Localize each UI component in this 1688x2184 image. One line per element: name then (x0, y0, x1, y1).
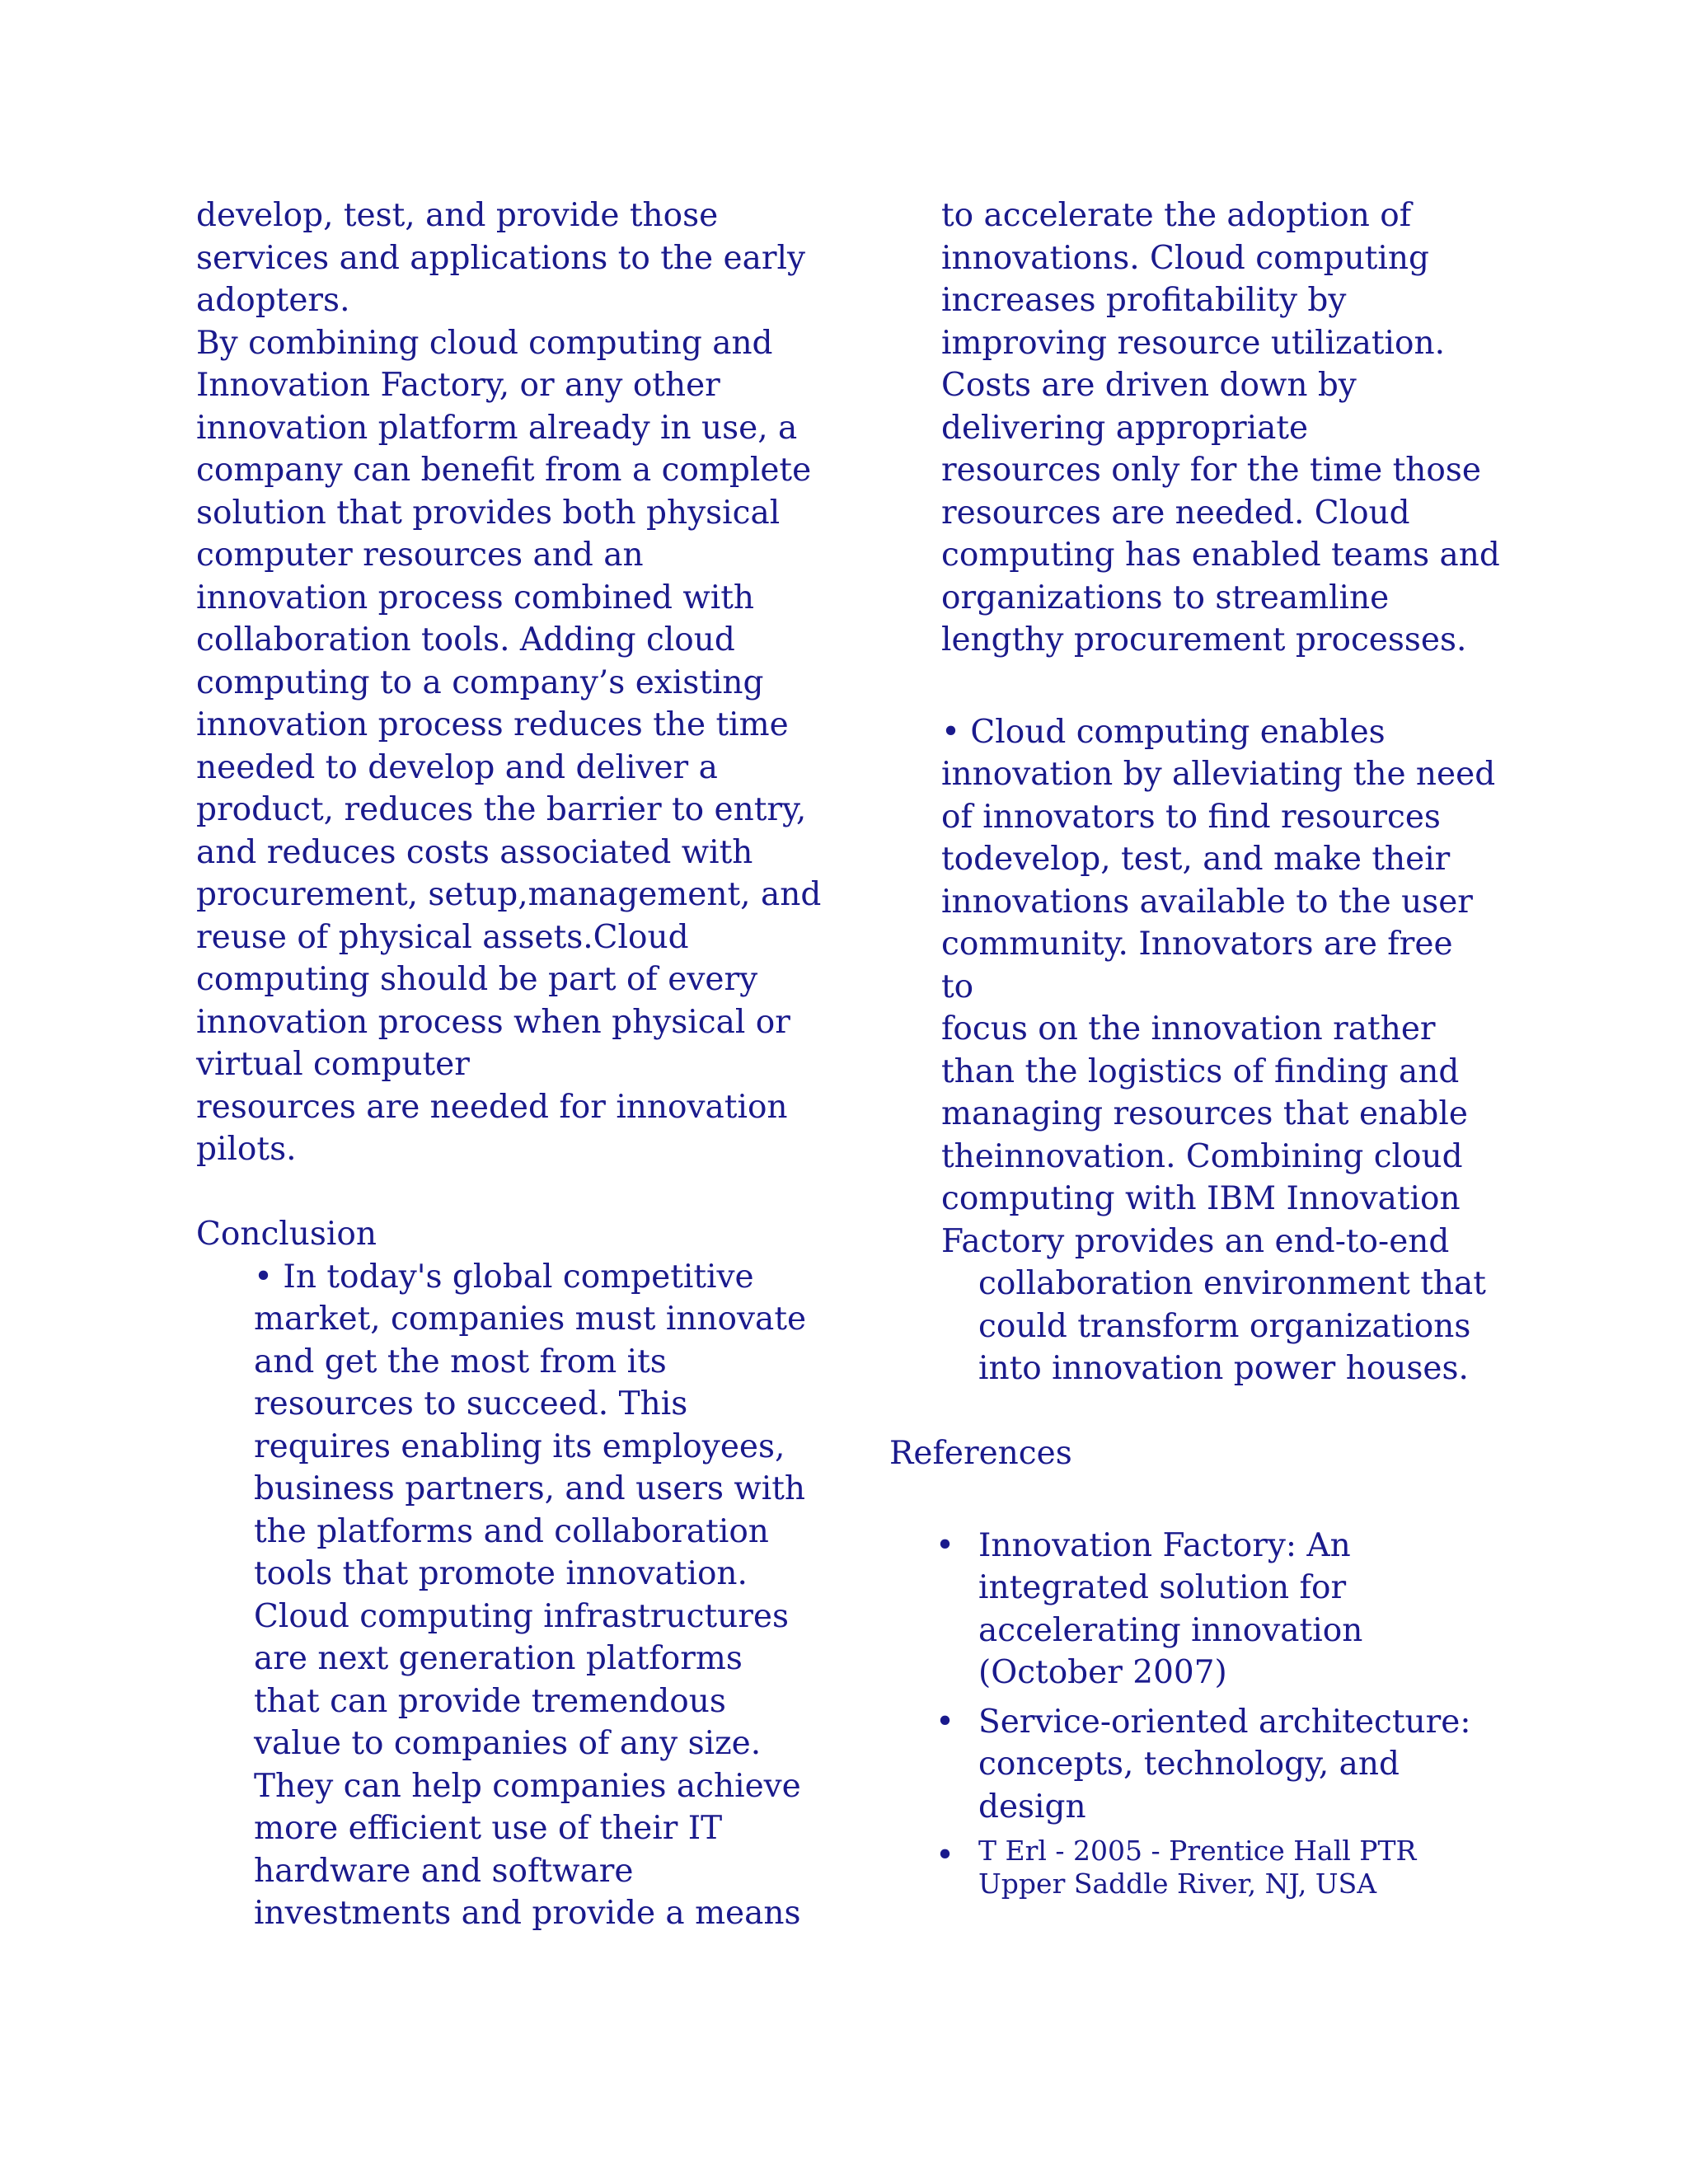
spacer (941, 1390, 1469, 1433)
text-line: innovation process combined with (196, 579, 754, 616)
text-line: services and applications to the early (196, 239, 805, 277)
text-line: community. Innovators are free (941, 926, 1453, 963)
text-line: business partners, and users with (254, 1470, 806, 1507)
text-line: hardware and software (254, 1852, 634, 1890)
text-line: that can provide tremendous (254, 1682, 726, 1720)
text-line: resources only for the time those (941, 452, 1482, 489)
text-line: resources are needed. Cloud (941, 494, 1410, 532)
text-line: Cloud computing infrastructures (254, 1597, 790, 1635)
text-line: requires enabling its employees, (254, 1427, 785, 1465)
text-line: and get the most from its (254, 1343, 667, 1380)
text-line: company can benefit from a complete (196, 452, 812, 489)
references-heading: References (889, 1435, 1072, 1472)
text-line: They can help companies achieve (254, 1767, 801, 1805)
text-line: the platforms and collaboration (254, 1512, 769, 1550)
text-line: delivering appropriate (941, 409, 1309, 447)
text-line: and reduces costs associated with (196, 833, 753, 871)
conclusion-bullet (254, 1256, 807, 1935)
text-line: innovations available to the user (941, 883, 1473, 921)
text-line: are next generation platforms (254, 1640, 743, 1677)
text-line: Service-oriented architecture: (978, 1703, 1471, 1741)
text-line: to accelerate the adoption of (941, 197, 1412, 234)
text-line: innovation process reduces the time (196, 706, 789, 743)
left-paragraph-1 (196, 194, 805, 322)
bullet-icon: • (254, 1258, 274, 1296)
text-line: managing resources that enable (941, 1095, 1468, 1132)
text-line: investments and provide a means (254, 1895, 801, 1932)
spacer (941, 1475, 1469, 1525)
spacer (941, 662, 1469, 711)
text-line (254, 1256, 790, 1299)
text-line: todevelop, test, and make their (941, 841, 1451, 878)
text-line: market, companies must innovate (254, 1301, 807, 1338)
text-line: than the logistics of finding and (941, 1052, 1460, 1090)
left-paragraph-2 (196, 322, 822, 1086)
text-line: computer resources and an (196, 537, 644, 574)
reference-item (935, 1701, 1471, 1829)
text-line: adopters. (196, 282, 350, 319)
bullet-icon: • (935, 1526, 955, 1564)
bullet-icon: • (941, 713, 961, 751)
text-line: to (941, 968, 974, 1005)
references-list (935, 1525, 1471, 1901)
reference-item (935, 1525, 1469, 1694)
text-line: tools that promote innovation. (254, 1555, 748, 1592)
text-line: (October 2007) (978, 1654, 1227, 1691)
text-line: improving resource utilization. (941, 324, 1445, 362)
text-line: organizations to streamline (941, 579, 1390, 616)
text-line: could transform organizations (978, 1307, 1471, 1345)
right-column (889, 194, 1500, 1907)
text-line: into innovation power houses. (978, 1350, 1469, 1387)
text-line: By combining cloud computing and (196, 324, 773, 362)
text-line: collaboration environment that (978, 1265, 1486, 1302)
text-fragment: In today's global competitive (283, 1258, 754, 1296)
text-line: value to companies of any size. (254, 1725, 762, 1762)
text-line: focus on the innovation rather (941, 1010, 1436, 1047)
text-line: computing has enabled teams and (941, 537, 1500, 574)
conclusion-heading: Conclusion (196, 1216, 377, 1253)
text-line: of innovators to find resources (941, 798, 1441, 836)
text-line: innovation by alleviating the need (941, 756, 1496, 793)
reference-item (935, 1835, 1469, 1900)
text-line: Factory provides an end-to-end (941, 1222, 1450, 1260)
text-line: innovation process when physical or (196, 1003, 790, 1041)
text-line: reuse of physical assets.Cloud (196, 918, 689, 956)
text-line: innovations. Cloud computing (941, 239, 1429, 277)
text-line: procurement, setup,management, and (196, 876, 822, 913)
text-line: solution that provides both physical (196, 494, 781, 532)
left-paragraph-3 (196, 1086, 790, 1171)
right-paragraph-2 (941, 1008, 1469, 1263)
text-line: needed to develop and deliver a (196, 748, 718, 786)
text-line: integrated solution for (978, 1569, 1347, 1606)
spacer (196, 1171, 790, 1214)
text-line: lengthy procurement processes. (941, 621, 1467, 658)
text-line: computing to a company’s existing (196, 663, 764, 701)
text-line: virtual computer (196, 1046, 470, 1083)
text-line (941, 711, 1469, 754)
text-line: increases profitability by (941, 282, 1347, 319)
text-line: Costs are driven down by (941, 367, 1357, 404)
right-bullet-paragraph (941, 711, 1496, 1009)
right-paragraph-2-indented (978, 1263, 1486, 1390)
bullet-icon: • (935, 1837, 955, 1874)
text-line: product, reduces the barrier to entry, (196, 791, 807, 828)
left-column (196, 194, 822, 1935)
text-line: accelerating innovation (978, 1611, 1363, 1649)
text-line: resources are needed for innovation (196, 1088, 788, 1126)
text-line: computing with IBM Innovation (941, 1180, 1461, 1217)
text-line: theinnovation. Combining cloud (941, 1137, 1463, 1175)
right-paragraph-1 (941, 194, 1500, 662)
text-line: collaboration tools. Adding cloud (196, 621, 735, 658)
text-line: Upper Saddle River, NJ, USA (978, 1868, 1377, 1900)
text-line: develop, test, and provide those (196, 197, 719, 234)
text-line: concepts, technology, and (978, 1746, 1400, 1783)
text-line: Innovation Factory, or any other (196, 367, 720, 404)
text-line: T Erl - 2005 - Prentice Hall PTR (978, 1835, 1417, 1867)
text-line: resources to succeed. This (254, 1385, 688, 1422)
text-fragment: Cloud computing enables (970, 713, 1386, 751)
text-line: computing should be part of every (196, 961, 758, 998)
text-line: Innovation Factory: An (978, 1526, 1351, 1564)
text-line: pilots. (196, 1131, 297, 1168)
text-line: innovation platform already in use, a (196, 409, 798, 447)
text-line: design (978, 1788, 1086, 1825)
bullet-icon: • (935, 1703, 955, 1741)
text-line: more efficient use of their IT (254, 1810, 723, 1847)
